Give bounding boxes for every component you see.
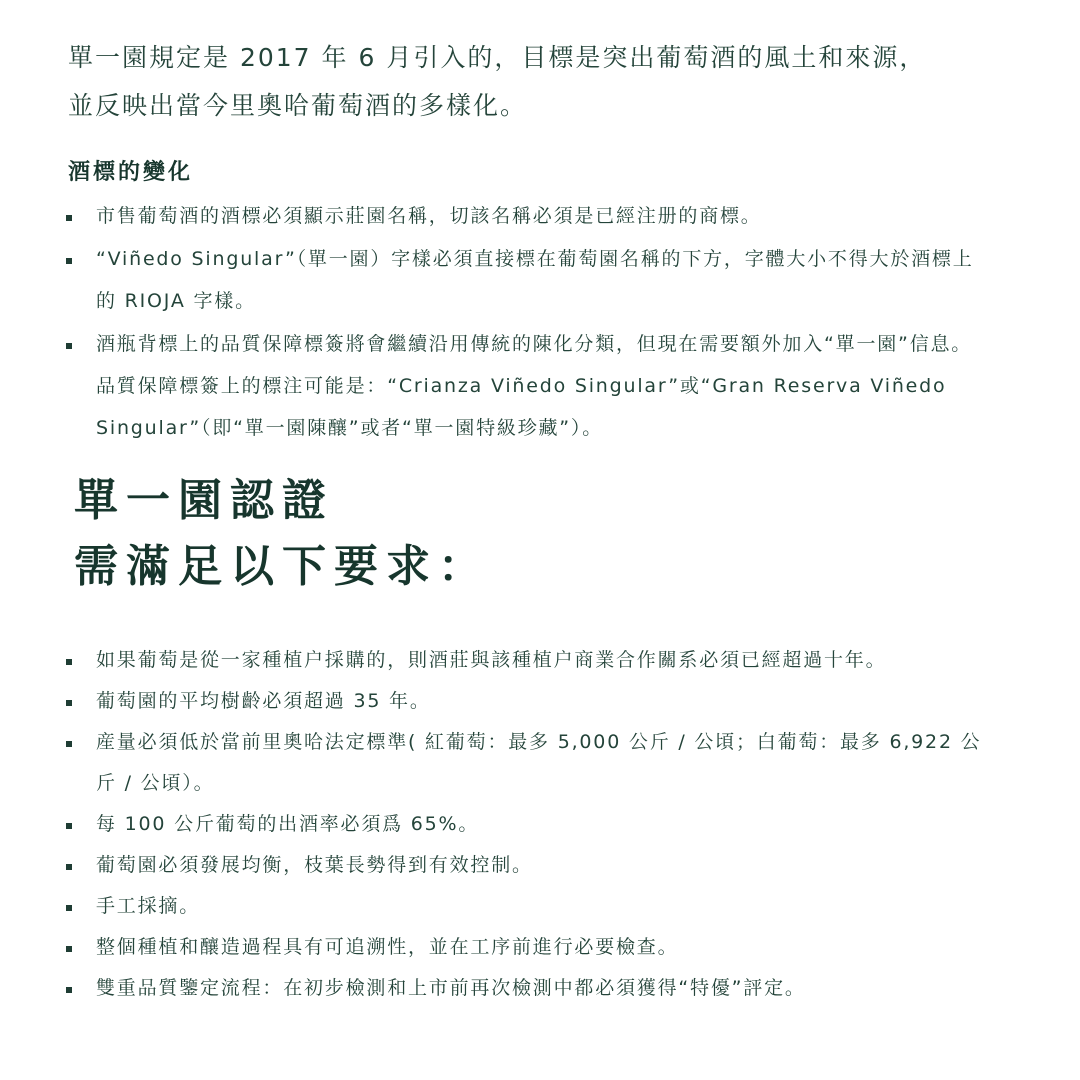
list-item xyxy=(66,195,986,237)
label-changes-list xyxy=(66,195,986,450)
list-item xyxy=(66,681,986,722)
bullet-icon xyxy=(66,258,72,264)
bullet-icon xyxy=(66,659,72,665)
label-changes-heading: 酒標的變化 xyxy=(68,159,194,185)
intro-line-1: 單一園規定是 2017 年 6 月引入的，目標是突出葡萄酒的風土和來源， xyxy=(68,43,927,72)
list-item-text: 市售葡萄酒的酒標必須顯示莊園名稱，切該名稱必須是已經注册的商標。 xyxy=(96,205,762,227)
list-item xyxy=(66,323,986,449)
bullet-icon xyxy=(66,215,72,221)
bullet-icon xyxy=(66,864,72,870)
list-item-text: “Viñedo Singular”（單一園）字樣必須直接標在葡萄園名稱的下方，字體大小不得大於酒標上的 RIOJA 字樣。 xyxy=(96,248,974,312)
intro-paragraph xyxy=(68,34,1008,130)
list-item-text: 葡萄園必須發展均衡，枝葉長勢得到有效控制。 xyxy=(96,854,533,876)
bullet-icon xyxy=(66,905,72,911)
certification-title-line-2: 需滿足以下要求： xyxy=(74,541,490,592)
list-item-text: 每 100 公斤葡萄的出酒率必須爲 65%。 xyxy=(96,813,480,835)
bullet-icon xyxy=(66,741,72,747)
list-item xyxy=(66,968,986,1009)
list-item-text: 如果葡萄是從一家種植户採購的，則酒莊與該種植户商業合作關系必須已經超過十年。 xyxy=(96,649,887,671)
list-item xyxy=(66,238,986,322)
bullet-icon xyxy=(66,987,72,993)
list-item xyxy=(66,845,986,886)
list-item xyxy=(66,886,986,927)
list-item-text: 産量必須低於當前里奧哈法定標準( 紅葡萄：最多 5,000 公斤 / 公頃；白葡萄：最多 6,922 公斤 / 公頃）。 xyxy=(96,731,982,794)
list-item-text: 酒瓶背標上的品質保障標簽將會繼續沿用傳統的陳化分類，但現在需要額外加入“單一園”信息。品質保障標簽上的標注可能是：“Crianza Viñedo Singular”或“Gran Reserva Viñedo Singular”（即“單一園陳釀”或者“單一園特級珍藏”）。 xyxy=(96,333,973,439)
list-item xyxy=(66,640,986,681)
bullet-icon xyxy=(66,823,72,829)
list-item-text: 整個種植和釀造過程具有可追溯性，並在工序前進行必要檢查。 xyxy=(96,936,679,958)
list-item-text: 雙重品質鑒定流程：在初步檢測和上市前再次檢測中都必須獲得“特優”評定。 xyxy=(96,977,806,999)
list-item-text: 葡萄園的平均樹齡必須超過 35 年。 xyxy=(96,690,431,712)
list-item-text: 手工採摘。 xyxy=(96,895,201,917)
certification-title xyxy=(74,468,490,600)
list-item xyxy=(66,722,986,804)
bullet-icon xyxy=(66,946,72,952)
list-item xyxy=(66,927,986,968)
list-item xyxy=(66,804,986,845)
intro-line-2: 並反映出當今里奧哈葡萄酒的多樣化。 xyxy=(68,91,528,120)
bullet-icon xyxy=(66,700,72,706)
bullet-icon xyxy=(66,343,72,349)
certification-requirements-list xyxy=(66,640,986,1009)
certification-title-line-1: 單一園認證 xyxy=(74,475,334,526)
